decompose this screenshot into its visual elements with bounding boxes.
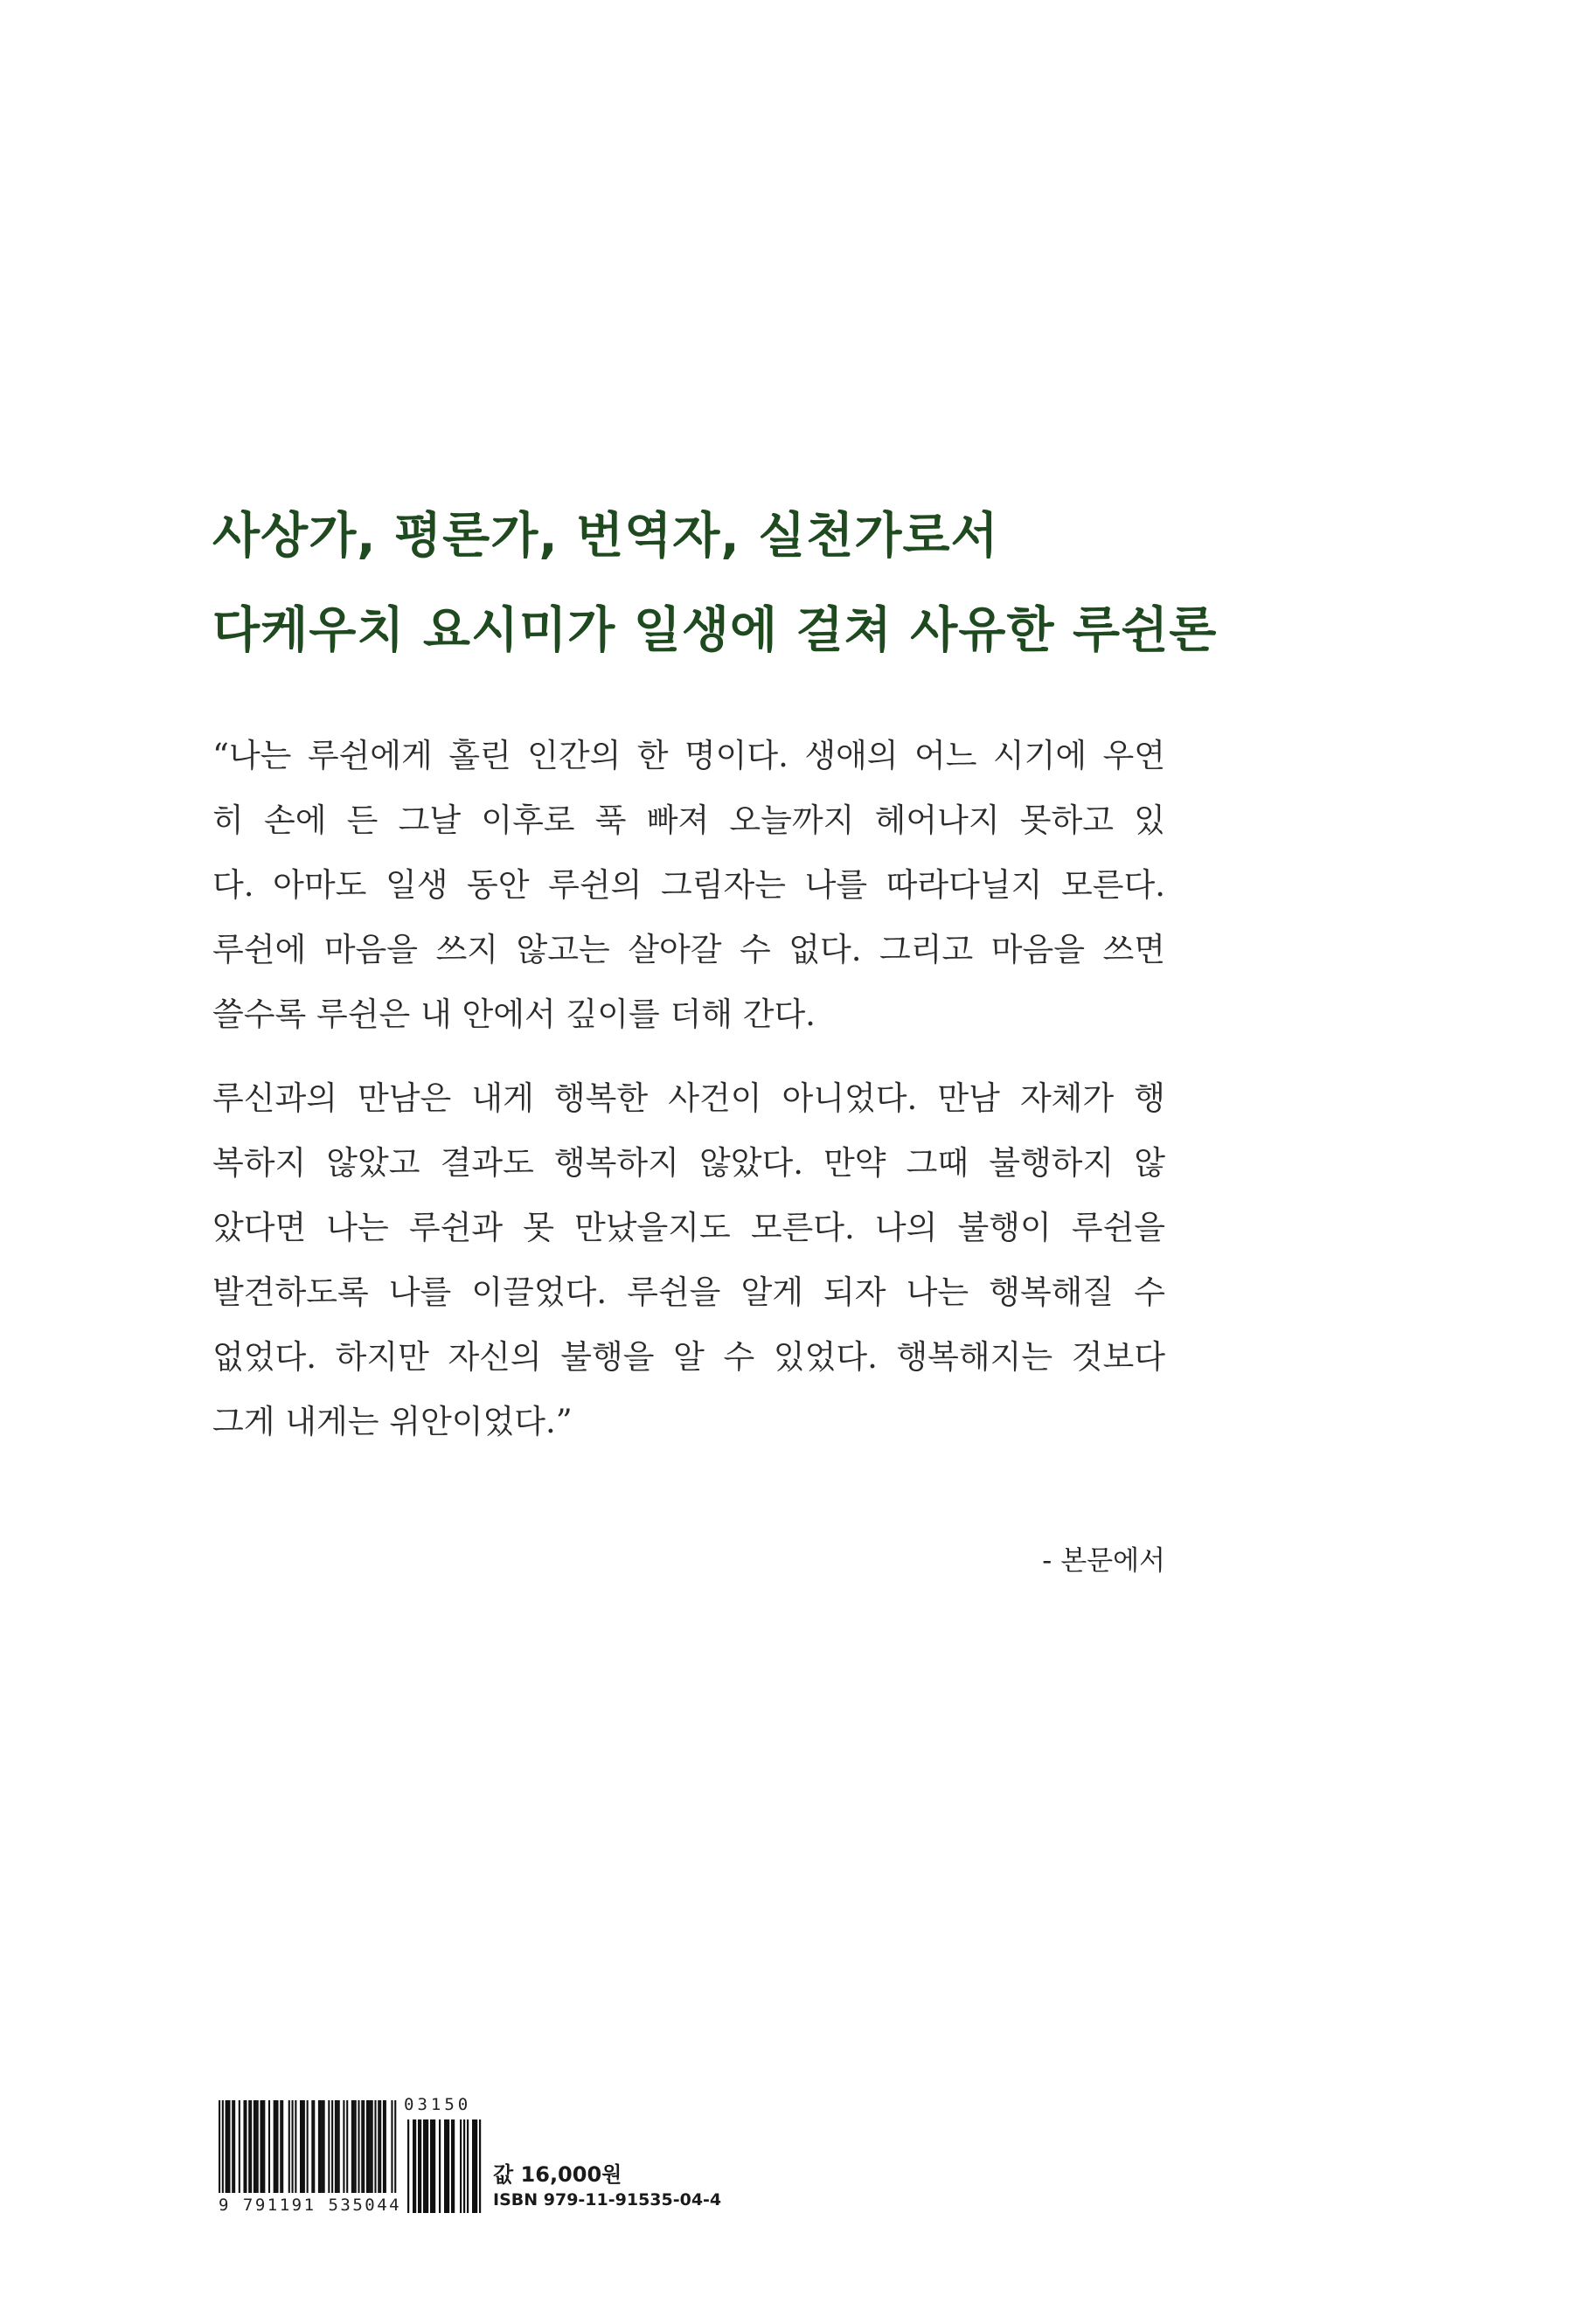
barcode-bar [358, 2100, 359, 2193]
addon-bar [467, 2119, 469, 2213]
addon-bar [472, 2119, 474, 2213]
barcode-bar [366, 2100, 368, 2193]
barcode-bar [394, 2100, 396, 2193]
addon-bar [453, 2119, 455, 2213]
quote-line: 복하지 않았고 결과도 행복하지 않았다. 만약 그때 불행하지 않 [212, 1144, 1165, 1182]
addon-bar [420, 2119, 421, 2213]
barcode-bar [300, 2100, 302, 2193]
quote-line: 없었다. 하지만 자신의 불행을 알 수 있었다. 행복해지는 것보다 [212, 1338, 1165, 1376]
price: 값 16,000원 [493, 2162, 622, 2187]
addon-bar [407, 2119, 409, 2213]
barcode-bar [311, 2100, 313, 2193]
barcode-bar [260, 2100, 261, 2193]
quote-line: 발견하도록 나를 이끌었다. 루쉰을 알게 되자 나는 행복해질 수 [212, 1273, 1165, 1311]
barcode-bar [313, 2100, 315, 2193]
barcode-bar [226, 2100, 228, 2193]
barcode-bar [276, 2100, 278, 2193]
addon-bar [427, 2119, 428, 2213]
barcode-bar [239, 2100, 240, 2193]
headline-line-1: 사상가, 평론가, 번역자, 실천가로서 [212, 508, 999, 565]
barcode-bar [226, 2100, 227, 2193]
barcode-bar [268, 2100, 270, 2193]
barcode-bar [323, 2100, 325, 2193]
addon-bar [479, 2119, 481, 2213]
barcode-bar [245, 2100, 247, 2193]
addon-bar [474, 2119, 476, 2213]
addon-bar [448, 2119, 449, 2213]
barcode-bar [374, 2100, 376, 2193]
addon-bar [463, 2119, 465, 2213]
addon-bar [444, 2119, 446, 2213]
addon-bar [418, 2119, 420, 2213]
quote-line: 쓸수록 루쉰은 내 안에서 깊이를 더해 간다. [212, 996, 816, 1033]
barcode-bar [370, 2100, 372, 2193]
quote-line: 루신과의 만남은 내게 행복한 사건이 아니었다. 만남 자체가 행 [212, 1079, 1165, 1117]
addon-barcode [404, 2119, 483, 2213]
barcode-bar [275, 2100, 277, 2193]
barcode-bar [222, 2100, 224, 2193]
barcode-bar [263, 2100, 265, 2193]
barcode-bar [318, 2100, 320, 2193]
addon-bar [451, 2119, 453, 2213]
barcode-bar [361, 2100, 363, 2193]
barcode-bar [363, 2100, 365, 2193]
quote-line: 히 손에 든 그날 이후로 푹 빠져 오늘까지 헤어나지 못하고 있 [212, 801, 1165, 839]
barcode-bar [295, 2100, 296, 2193]
barcode-bar [343, 2100, 344, 2193]
addon-bar [460, 2119, 462, 2213]
barcode-bar [233, 2100, 235, 2193]
barcode-bar [346, 2100, 348, 2193]
barcode-bar [353, 2100, 355, 2193]
barcode-bar [232, 2100, 233, 2193]
barcode-bar [255, 2100, 257, 2193]
barcode-bar [331, 2100, 333, 2193]
addon-bar [434, 2119, 435, 2213]
addon-bar [425, 2119, 427, 2213]
barcode-bar [383, 2100, 385, 2193]
addon-bar [446, 2119, 448, 2213]
quote-paragraph-1 [212, 724, 1165, 1047]
barcode-bar [368, 2100, 370, 2193]
quote-line: 다. 아마도 일생 동안 루쉰의 그림자는 나를 따라다닐지 모른다. [212, 866, 1165, 904]
barcode-bar [385, 2100, 386, 2193]
addon-bar [476, 2119, 477, 2213]
addon-bar [439, 2119, 441, 2213]
quote-line: 그게 내게는 위안이었다.” [212, 1403, 573, 1440]
barcode-bar [274, 2100, 275, 2193]
barcode-bar [303, 2100, 305, 2193]
barcode-digits: 9 791191 535044 [219, 2196, 402, 2215]
isbn-number: ISBN 979-11-91535-04-4 [493, 2190, 722, 2210]
barcode-bar [250, 2100, 252, 2193]
addon-bar [432, 2119, 434, 2213]
addon-bar [414, 2119, 416, 2213]
barcode-bar [338, 2100, 340, 2193]
barcode-bar [320, 2100, 322, 2193]
quote-line: “나는 루쉰에게 홀린 인간의 한 명이다. 생애의 어느 시기에 우연 [212, 737, 1165, 774]
barcode-bar [292, 2100, 294, 2193]
barcode-bar [243, 2100, 245, 2193]
barcode-bar [219, 2100, 220, 2193]
quote-block [212, 724, 1165, 1454]
headline [212, 489, 1436, 678]
barcode-bar [378, 2100, 379, 2193]
barcode-bar [302, 2100, 303, 2193]
barcode-bar [322, 2100, 323, 2193]
quote-line: 루쉰에 마음을 쓰지 않고는 살아갈 수 없다. 그리고 마음을 쓰면 [212, 931, 1165, 968]
addon-bar [413, 2119, 414, 2213]
addon-barcode-bars [404, 2119, 483, 2213]
barcode-bar [261, 2100, 263, 2193]
barcode-bar [328, 2100, 330, 2193]
quote-attribution: - 본문에서 [1042, 1545, 1165, 1577]
addon-digits: 03150 [404, 2095, 472, 2114]
barcode-bar [391, 2100, 392, 2193]
barcode-bar [307, 2100, 309, 2193]
barcode-bar [288, 2100, 290, 2193]
barcode-bar [355, 2100, 357, 2193]
barcode-bar [281, 2100, 283, 2193]
barcode-bar [372, 2100, 373, 2193]
barcode-bar [228, 2100, 230, 2193]
barcode-bar [254, 2100, 255, 2193]
barcode-bar [337, 2100, 338, 2193]
addon-bar [430, 2119, 432, 2213]
barcode-bar [280, 2100, 281, 2193]
barcode-bar [335, 2100, 337, 2193]
headline-line-2: 다케우치 요시미가 일생에 걸쳐 사유한 루쉰론 [212, 602, 1218, 659]
barcode-bar [257, 2100, 259, 2193]
barcode-bars [219, 2100, 398, 2193]
barcode-bar [379, 2100, 381, 2193]
addon-bar [423, 2119, 425, 2213]
quote-paragraph-2 [212, 1066, 1165, 1454]
quote-line: 았다면 나는 루쉰과 못 만났을지도 모른다. 나의 불행이 루쉰을 [212, 1209, 1165, 1246]
barcode-bar [351, 2100, 353, 2193]
barcode-bar [248, 2100, 250, 2193]
